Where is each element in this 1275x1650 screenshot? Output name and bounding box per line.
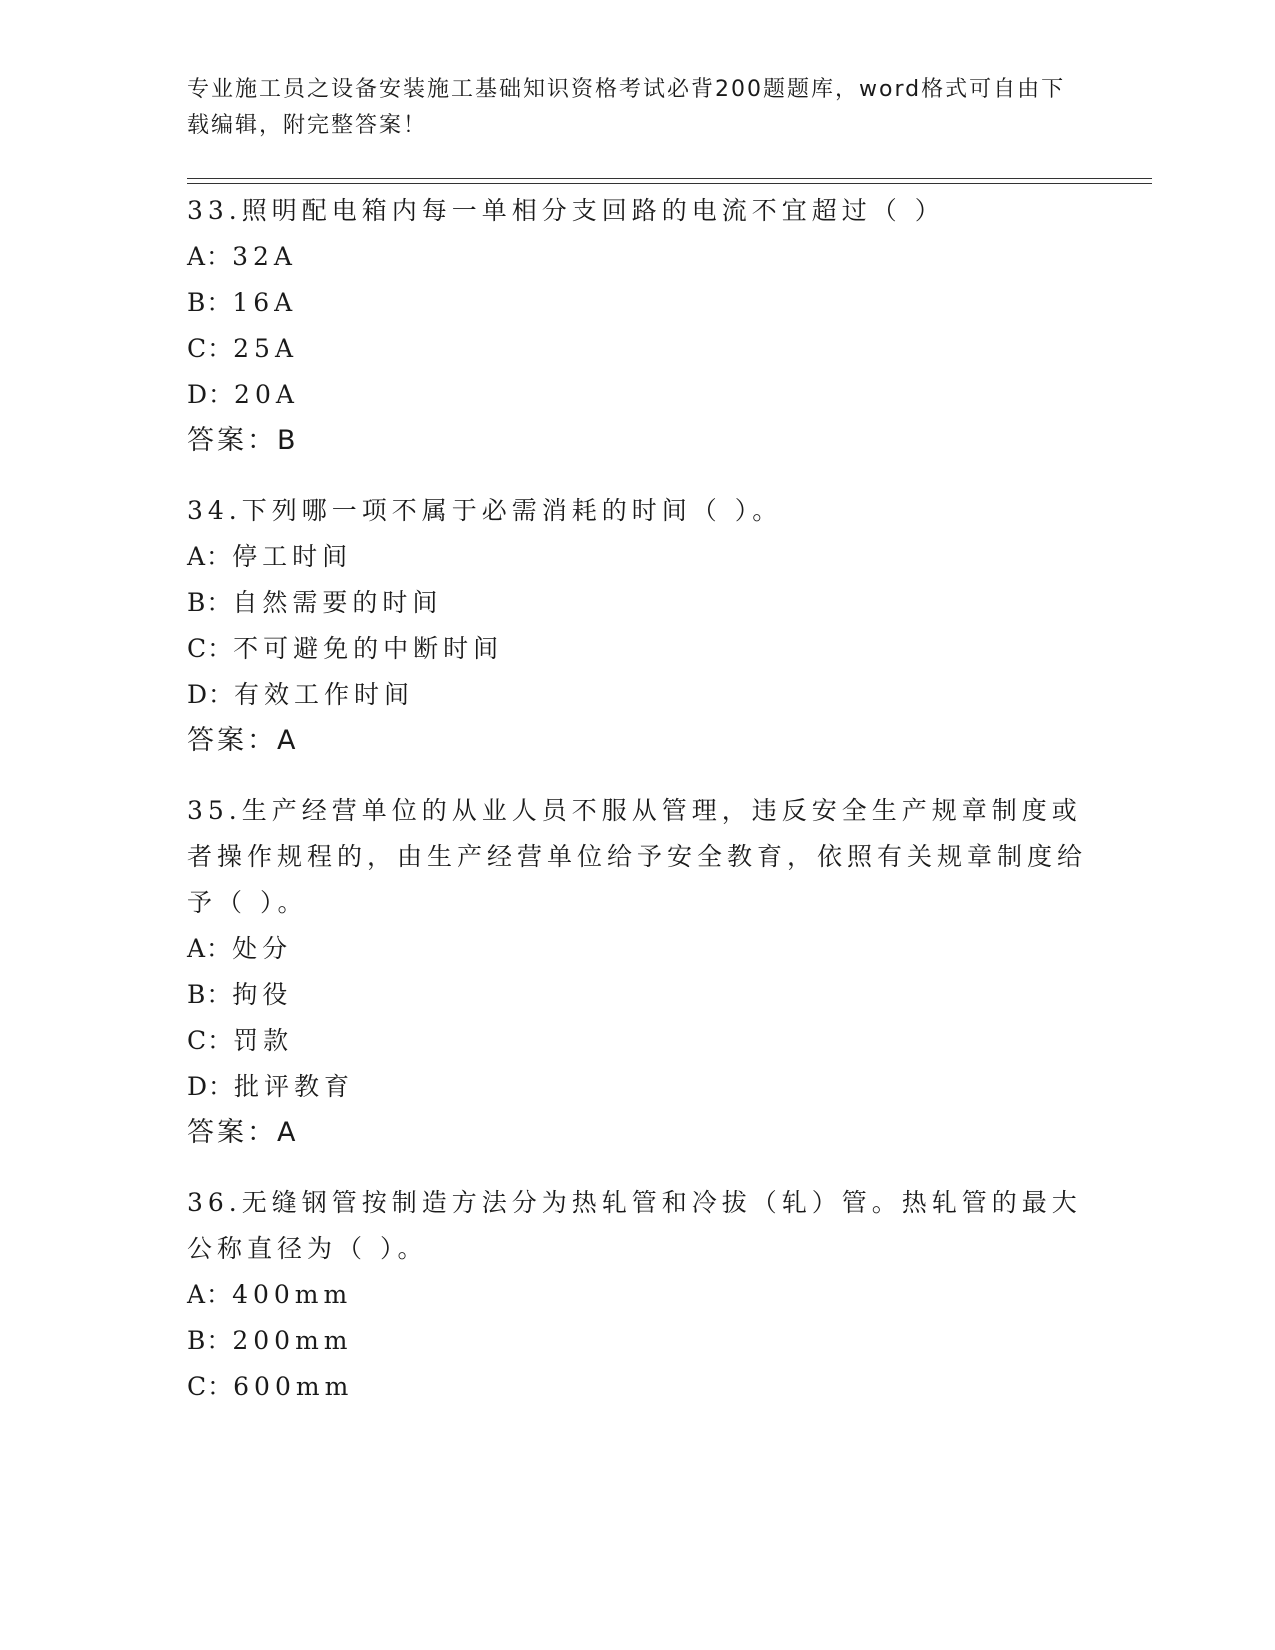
option-text: 不可避免的中断时间 [233,634,504,663]
option-item [187,1272,1087,1318]
option-letter: C： [187,634,234,663]
header-divider-top [187,178,1152,179]
question-stem: 34.下列哪一项不属于必需消耗的时间（ ）。 [187,496,783,525]
option-item [187,234,1087,280]
option-letter: A： [187,242,233,271]
option-letter: B： [187,1326,233,1355]
option-item [187,1364,1087,1410]
option-letter: C： [187,1372,234,1401]
question-block [187,1180,1087,1410]
option-text: 停工时间 [232,542,353,571]
question-list [187,188,1087,1434]
option-item [187,1318,1087,1364]
question-stem: 36.无缝钢管按制造方法分为热轧管和冷拔（轧）管。热轧管的最大公称直径为（ ）。 [187,1188,1082,1263]
option-letter: B： [187,980,233,1009]
option-item [187,534,1087,580]
option-letter: D： [187,680,235,709]
option-text: 200mm [232,1326,353,1355]
option-list [187,926,1087,1110]
header-divider-bottom [187,183,1152,184]
option-item [187,280,1087,326]
option-text: 处分 [232,934,293,963]
option-text: 400mm [232,1280,353,1309]
option-item [187,372,1087,418]
answer-line: 答案：B [187,425,299,456]
question-block [187,488,1087,764]
option-letter: D： [187,1072,235,1101]
option-text: 自然需要的时间 [232,588,443,617]
question-block [187,788,1087,1156]
option-text: 20A [234,380,299,409]
answer-line: 答案：A [187,725,299,756]
option-letter: B： [187,588,233,617]
option-letter: A： [187,934,233,963]
question-block [187,188,1087,464]
option-letter: A： [187,542,233,571]
option-letter: C： [187,334,234,363]
question-stem: 35.生产经营单位的从业人员不服从管理，违反安全生产规章制度或者操作规程的，由生产经营单位给予安全教育，依照有关规章制度给予（ ）。 [187,796,1088,917]
option-list [187,234,1087,418]
option-letter: D： [187,380,235,409]
option-letter: B： [187,288,233,317]
option-letter: A： [187,1280,233,1309]
option-text: 批评教育 [234,1072,355,1101]
option-text: 600mm [233,1372,354,1401]
option-item [187,926,1087,972]
option-text: 32A [232,242,297,271]
option-text: 16A [232,288,298,317]
option-letter: C： [187,1026,234,1055]
answer-line: 答案：A [187,1117,299,1148]
question-stem: 33.照明配电箱内每一单相分支回路的电流不宜超过（ ） [187,196,945,225]
option-item [187,580,1087,626]
option-list [187,1272,1087,1410]
option-item [187,1018,1087,1064]
option-item [187,326,1087,372]
option-text: 25A [233,334,299,363]
option-item [187,672,1087,718]
option-text: 有效工作时间 [234,680,415,709]
option-item [187,1064,1087,1110]
document-header: 专业施工员之设备安装施工基础知识资格考试必背200题题库，word格式可自由下载编辑，附完整答案！ [187,77,1066,138]
option-item [187,626,1087,672]
option-text: 拘役 [232,980,293,1009]
option-item [187,972,1087,1018]
option-text: 罚款 [233,1026,294,1055]
option-list [187,534,1087,718]
